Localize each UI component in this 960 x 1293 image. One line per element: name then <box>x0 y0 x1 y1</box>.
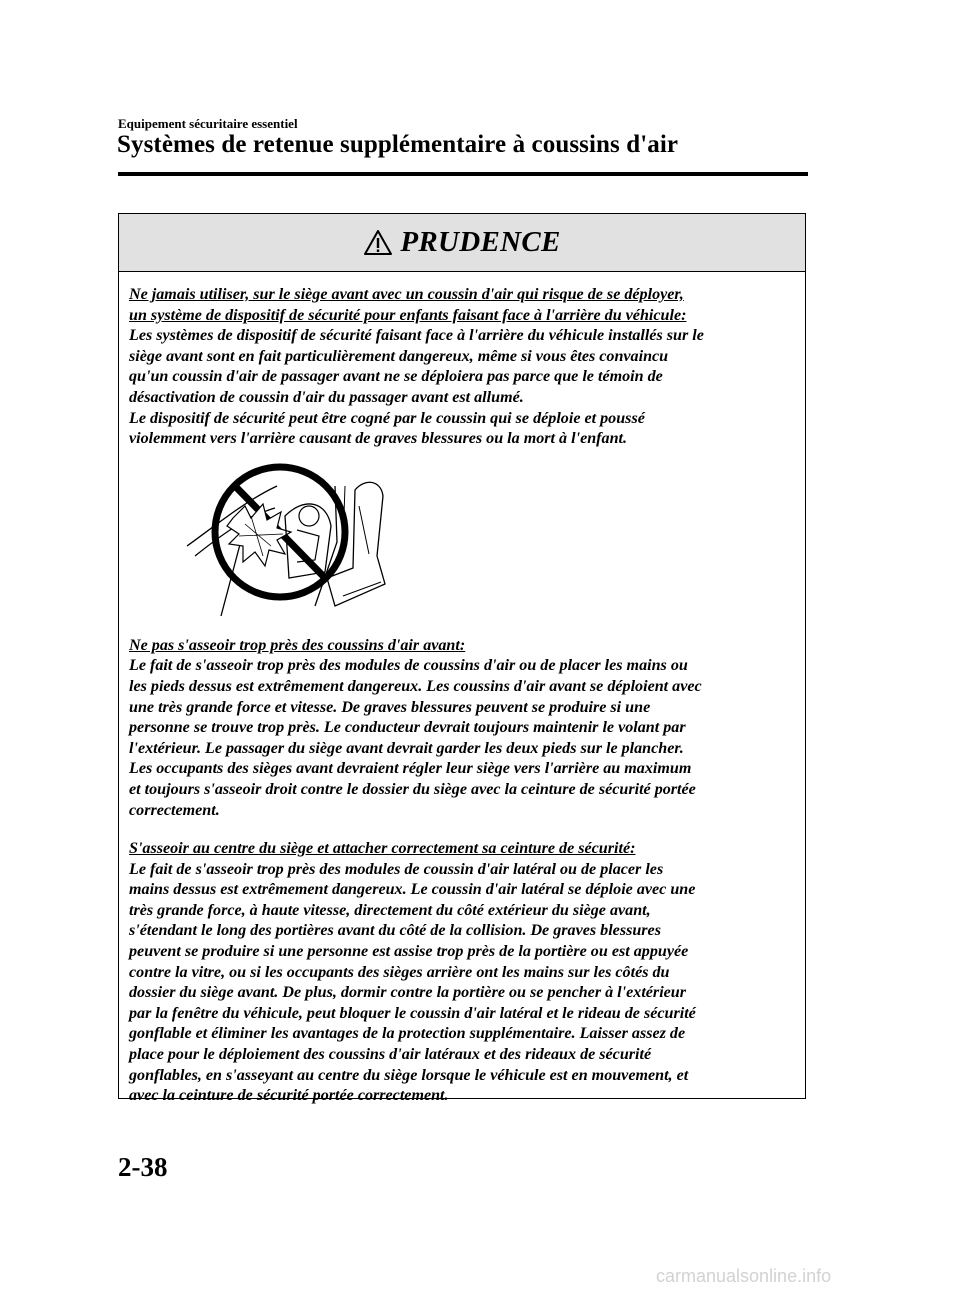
page-number: 2-38 <box>118 1152 168 1182</box>
block3-body-line: avec la ceinture de sécurité portée correctement. <box>129 1087 449 1105</box>
caution-box <box>118 213 806 1105</box>
page-title: Systèmes de retenue supplémentaire à coussins d'air <box>117 131 679 158</box>
watermark[interactable]: carmanualsonline.info <box>656 1266 832 1286</box>
block2-body-line: Le fait de s'asseoir trop près des modules de coussins d'air ou de placer les mains ou <box>129 657 688 675</box>
caution-header <box>119 214 805 272</box>
block3-body-line: gonflables, en s'asseyant au centre du siège lorsque le véhicule est en mouvement, et <box>129 1066 689 1084</box>
block3-body-line: Le fait de s'asseoir trop près des modules de coussin d'air latéral ou de placer les <box>129 860 664 878</box>
block3-heading-line: S'asseoir au centre du siège et attacher correctement sa ceinture de sécurité: <box>129 840 636 858</box>
section-label: Equipement sécuritaire essentiel <box>118 116 298 131</box>
block3-body-line: contre la vitre, ou si les occupants des sièges arrière ont les mains sur les côtés du <box>129 963 670 981</box>
block1-heading-line: Ne jamais utiliser, sur le siège avant avec un coussin d'air qui risque de se déployer, <box>129 286 684 303</box>
block2-body-line: correctement. <box>129 801 220 819</box>
block3-body-line: gonflable et éliminer les avantages de la protection supplémentaire. Laisser assez de <box>129 1025 686 1043</box>
block2 <box>129 636 795 821</box>
block1-body-line: Le dispositif de sécurité peut être cogné par le coussin qui se déploie et poussé <box>129 409 645 427</box>
block3-body-line: s'étendant le long des portières avant du côté de la collision. De graves blessures <box>129 922 661 940</box>
block1 <box>129 285 795 450</box>
block2-body-line: Les occupants des sièges avant devraient régler leur siège vers l'arrière au maximum <box>129 760 692 778</box>
caution-title: PRUDENCE <box>400 226 561 258</box>
block3-body-line: mains dessus est extrêmement dangereux. Le coussin d'air latéral se déploie avec une <box>129 881 696 899</box>
block2-body-line: personne se trouve trop près. Le conducteur devrait toujours maintenir le volant par <box>129 719 686 737</box>
warning-triangle-icon <box>363 229 393 256</box>
block3-body-line: dossier du siège avant. De plus, dormir contre la portière ou se pencher à l'extérieur <box>129 984 687 1002</box>
block2-body-line: l'extérieur. Le passager du siège avant devrait garder les deux pieds sur le plancher. <box>129 739 684 757</box>
block1-body-line: Les systèmes de dispositif de sécurité faisant face à l'arrière du véhicule installés sur le <box>129 327 704 345</box>
block1-body-line: désactivation de coussin d'air du passager avant est allumé. <box>129 388 524 406</box>
block1-body-line: siège avant sont en fait particulièrement dangereux, même si vous êtes convaincu <box>129 347 669 365</box>
illustration-area <box>129 450 795 636</box>
block1-heading-line: un système de dispositif de sécurité pour enfants faisant face à l'arrière du véhicule: <box>129 306 687 324</box>
caution-body <box>119 272 805 1107</box>
block3-body-line: peuvent se produire si une personne est assise trop près de la portière ou est appuyée <box>129 943 689 961</box>
block2-heading-line: Ne pas s'asseoir trop près des coussins d'air avant: <box>129 636 466 654</box>
block1-body-line: qu'un coussin d'air de passager avant ne se déploiera pas parce que le témoin de <box>129 368 663 386</box>
title-rule <box>118 172 808 176</box>
block1-body-line: violemment vers l'arrière causant de graves blessures ou la mort à l'enfant. <box>129 430 628 448</box>
block3-body-line: place pour le déploiement des coussins d'air latéraux et des rideaux de sécurité <box>129 1046 652 1064</box>
block3 <box>129 839 795 1107</box>
block2-body-line: une très grande force et vitesse. De graves blessures peuvent se produire si une <box>129 698 651 716</box>
block2-body-line: les pieds dessus est extrêmement dangereux. Les coussins d'air avant se déploient avec <box>129 677 702 695</box>
block3-body-line: très grande force, à haute vitesse, directement du côté extérieur du siège avant, <box>129 901 651 919</box>
rear-facing-child-seat-prohibited-illustration <box>185 456 445 616</box>
block2-body-line: et toujours s'asseoir droit contre le dossier du siège avec la ceinture de sécurité portée <box>129 780 696 798</box>
block3-body-line: par la fenêtre du véhicule, peut bloquer le coussin d'air latéral et le rideau de sécurité <box>129 1004 696 1022</box>
